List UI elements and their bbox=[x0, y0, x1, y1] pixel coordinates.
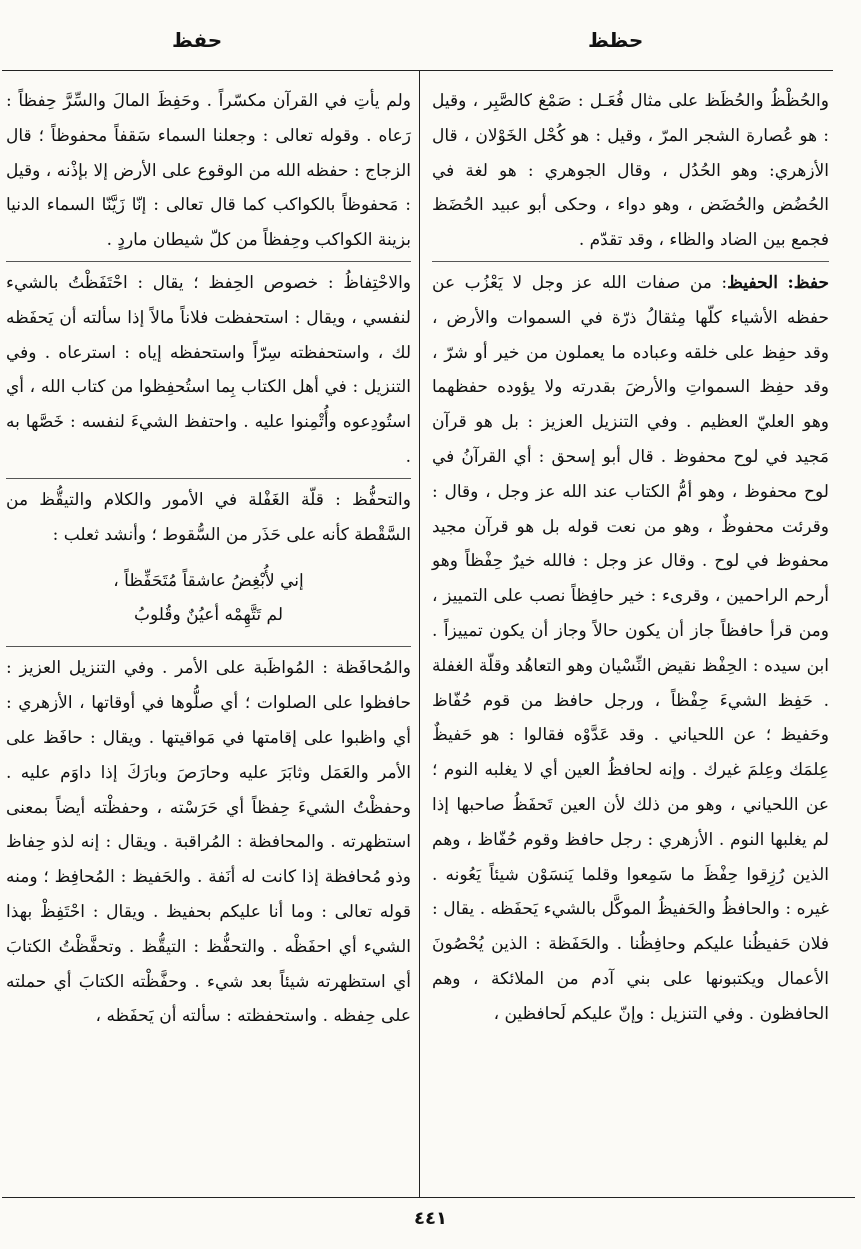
paragraph-separator bbox=[6, 646, 411, 647]
entry-hfz bbox=[432, 266, 829, 1032]
column-divider bbox=[419, 70, 420, 1197]
header-rule bbox=[2, 70, 833, 71]
paragraph-muhafaza: والمُحافَظة : المُواظَبة على الأمر . وفي التنزيل العزيز : حافظوا على الصلوات ؛ أي صلُّوها في أوقاتها ، الأزهري : أي واظبوا على إقامتها في مَواقيتها . ويقال : حافَظ على الأمر والعَمَل وثابَرَ عليه وحارَصَ وبارَكَ إذا داوَم عليه . وحفظْتُ الشيءَ حِفظاً أي حَرَسْته ، وحفظْته أيضاً بمعنى استظهرته . والمحافظة : المُراقبة . ويقال : إنه لذو حِفاظ وذو مُحافظة إذا كانت له أنَفة . والحَفيظ : المُحافِظ ؛ ومنه قوله تعالى : وما أنا عليكم بحفيظ . ويقال : احْتَفِظْ بهذا الشيء أي احفَظْه . والتحفُّظ : التيقُّظ . وتحفَّظْتُ الكتابَ أي استظهرته شيئاً بعد شيء . وحفَّظْته الكتابَ أي حملته على حِفظه . واستحفظته : سألته أن يَحفَظه ، bbox=[6, 658, 411, 1027]
entry-hfz-text: : من صفات الله عز وجل لا يَعْزُب عن حفظه الأشياء كلّها مِثقالُ ذرّة في السموات والأرض ، وقد حفِظ على خلقه وعباده ما يعملون من خير أو شرّ ، وقد حفِظ السمواتِ والأرضَ بقدرته ولا يؤوده حفظهما وهو العليّ العظيم . وفي التنزيل العزيز : بل هو قرآن مَجيد في لوح محفوظ . قال أبو إسحق : أي القرآنُ في لوح محفوظ ، وهو أمُّ الكتاب عند الله عز وجل ، وقال : وقرئت محفوظٌ ، وهو من نعت قوله بل هو قرآن مجيد محفوظ في لوح . وقال عز وجل : فالله خيرٌ حِفْظاً وهو أرحم الراحمين ، وقرىء : خير حافِظاً نصب على التمييز ، ومن قرأ حافظاً جاز أن يكون حالاً وجاز أن يكون تمييزاً . ابن سيده : الحِفْظ نقيض النِّسْيان وهو التعاهُد وقلّة الغفلة . حَفِظ الشيءَ حِفْظاً ، ورجل حافظ من قوم حُفّاظ وحَفيظ ؛ عن اللحياني . وقد عَدَّوْه فقالوا : هو حَفيظٌ عِلمَك وعِلمَ غيرك . وإنه لحافظُ العين أي لا يغلبه النوم ؛ عن اللحياني ، وهو من ذلك لأن العين تَحفَظُ صاحبها إذا لم يغلبها النوم . الأزهري : رجل حافظ وقوم حُفّاظ ، وهم الذين رُزِقوا حِفْظَ ما سَمِعوا وقلما يَنسَوْن شيئاً يَعُونه . غيره : والحافظُ والحَفيظُ الموكَّل بالشيء يَحفَظه . يقال : فلان حَفيظُنا عليكم وحافِظُنا . والحَفَظة : الذين يُحْصُونَ الأعمال ويكتبونها على بني آدم من الملائكة ، وهم الحافظون . وفي التنزيل : وإنّ عليكم لَحافظين ، bbox=[432, 272, 829, 1024]
entry-subterm: الحفيظ bbox=[727, 272, 778, 293]
page-number: ٤٤١ bbox=[414, 1208, 447, 1229]
paragraph-tahaffuz: والتحفُّظ : قلّة الغَفْلة في الأمور والكلام والتيقُّظ من السَّقْطة كأنه على حَذَر من السُّقوط ؛ وأنشد ثعلب : bbox=[6, 489, 411, 545]
paragraph-separator bbox=[6, 261, 411, 262]
running-headword-left: حفظ bbox=[172, 28, 223, 52]
entry-separator bbox=[432, 261, 829, 262]
poem-line-1: إني لأُبْغِضُ عاشقاً مُتَحَفِّظاً ، bbox=[113, 571, 304, 592]
paragraph-separator bbox=[6, 478, 411, 479]
footer-rule bbox=[2, 1197, 855, 1198]
running-headword-right: حظظ bbox=[588, 28, 644, 52]
paragraph-ihtifaz: والاحْتِفاظُ : خصوص الحِفظ ؛ يقال : احْتَفَظْتُ بالشيء لنفسي ، ويقال : استحفظت فلاناً مالاً إذا سألته أن يَحفَظه لك ، واستحفظته سِرّاً واستحفظه إياه : استرعاه . وفي التنزيل : في أهل الكتاب بِما استُحفِظوا من كتاب الله ، أي استُودِعوه وأُتْمِنوا عليه . واحتفظ الشيءَ لنفسه : خَصَّها به . bbox=[6, 272, 411, 467]
poem-line-2: لم تَتَّهِمْه أعيُنٌ وقُلوبُ bbox=[133, 605, 284, 626]
paragraph-hifz: ولم يأتِ في القرآن مكسّراً . وحَفِظَ المالَ والسِّرَّ حِفظاً : رَعاه . وقوله تعالى : وجعلنا السماء سَقفاً محفوظاً ؛ قال الزجاج : حفظه الله من الوقوع على الأرض إلا بإذْنه ، وقيل : مَحفوظاً بالكواكب كما قال تعالى : إنّا زَيَّنّا السماء الدنيا بزينة الكواكب وحِفظاً من كلّ شيطان ماردٍ . bbox=[6, 91, 411, 251]
entry-root-term: حفظ: bbox=[787, 272, 829, 293]
left-column bbox=[6, 84, 411, 1034]
right-column bbox=[432, 84, 829, 1032]
poem-verse bbox=[6, 564, 411, 632]
entry-hzz-continued: والحُظْظُ والحُظَظ على مثال فُعَـل : صَمْغ كالصَّبِر ، وقيل : هو عُصارة الشجر المرّ ، وقيل : هو كُحْل الخَوْلان ، قال الأزهري: وهو الحُدُل ، وقال الجوهري : هو لغة في الحُضُض والحُضَض ، وهو دواء ، وحكى أبو عبيد الحُضَظ فجمع بين الضاد والظاء ، وقد تقدّم . bbox=[432, 91, 829, 251]
